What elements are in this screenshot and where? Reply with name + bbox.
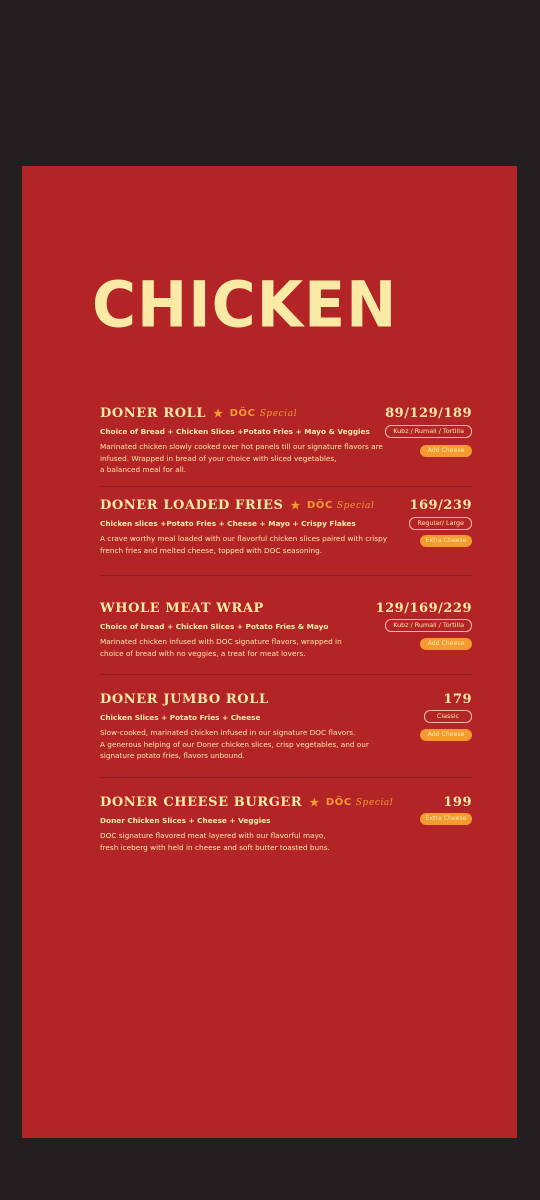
special-badge: DÖC Special xyxy=(325,797,394,808)
add-cheese-button[interactable]: Add Cheese xyxy=(420,638,472,650)
item-ingredients: Doner Chicken Slices + Cheese + Veggies xyxy=(100,816,271,825)
divider xyxy=(100,575,472,576)
option-pill[interactable]: Classic xyxy=(424,710,472,723)
option-pill[interactable]: Kubz / Rumali / Tortilla xyxy=(385,619,472,632)
item-ingredients: Choice of Bread + Chicken Slices +Potato Fries + Mayo & Veggies xyxy=(100,427,370,436)
item-name: DONER CHEESE BURGER xyxy=(100,795,303,810)
item-description: Marinated chicken slowly cooked over hot panels till our signature flavors are infused. Wrapped in bread of your choice with sliced vegetables, a balanced meal for all. xyxy=(100,442,383,474)
item-price: 89/129/189 xyxy=(385,406,472,421)
item-price: 169/239 xyxy=(409,498,472,513)
item-name: DONER ROLL xyxy=(100,406,207,421)
menu-item xyxy=(100,406,472,476)
special-badge: DÖC Special xyxy=(306,500,375,511)
divider xyxy=(100,486,472,487)
extra-cheese-button[interactable]: Extra Cheese xyxy=(420,813,472,825)
item-ingredients: Chicken slices +Potato Fries + Cheese + Mayo + Crispy Flakes xyxy=(100,519,356,528)
menu-item xyxy=(100,692,472,762)
item-price: 179 xyxy=(443,692,472,707)
item-description: Slow-cooked, marinated chicken infused in our signature DOC flavors. A generous helping of our Doner chicken slices, crisp vegetables, and our signature potato fries, flavors unbound. xyxy=(100,728,369,760)
divider xyxy=(100,674,472,675)
item-description: DOC signature flavored meat layered with our flavorful mayo, fresh iceberg with held in cheese and soft butter toasted buns. xyxy=(100,831,330,852)
item-ingredients: Chicken Slices + Potato Fries + Cheese xyxy=(100,713,261,722)
menu-item xyxy=(100,601,472,661)
item-description: A crave worthy meal loaded with our flavorful chicken slices paired with crispy french fries and melted cheese, topped with DOC seasoning. xyxy=(100,534,388,555)
page-title: CHICKEN xyxy=(92,268,398,343)
option-pill[interactable]: Regular/ Large xyxy=(409,517,472,530)
option-pill[interactable]: Kubz / Rumali / Tortilla xyxy=(385,425,472,438)
menu-item xyxy=(100,795,472,855)
item-price: 199 xyxy=(443,795,472,810)
item-description: Marinated chicken infused with DOC signature flavors, wrapped in choice of bread with no veggies, a treat for meat lovers. xyxy=(100,637,342,658)
item-name: WHOLE MEAT WRAP xyxy=(100,601,264,616)
star-icon: ★ xyxy=(309,796,320,809)
add-cheese-button[interactable]: Add Cheese xyxy=(420,729,472,741)
add-cheese-button[interactable]: Add Cheese xyxy=(420,445,472,457)
item-name: DONER JUMBO ROLL xyxy=(100,692,269,707)
star-icon: ★ xyxy=(213,407,224,420)
item-name: DONER LOADED FRIES xyxy=(100,498,284,513)
item-ingredients: Choice of bread + Chicken Slices + Potato Fries & Mayo xyxy=(100,622,329,631)
menu-card xyxy=(22,166,517,1138)
special-badge: DÖC Special xyxy=(229,408,298,419)
divider xyxy=(100,777,472,778)
menu-item xyxy=(100,498,472,558)
extra-cheese-button[interactable]: Extra Cheese xyxy=(420,535,472,547)
item-price: 129/169/229 xyxy=(375,601,472,616)
star-icon: ★ xyxy=(290,499,301,512)
